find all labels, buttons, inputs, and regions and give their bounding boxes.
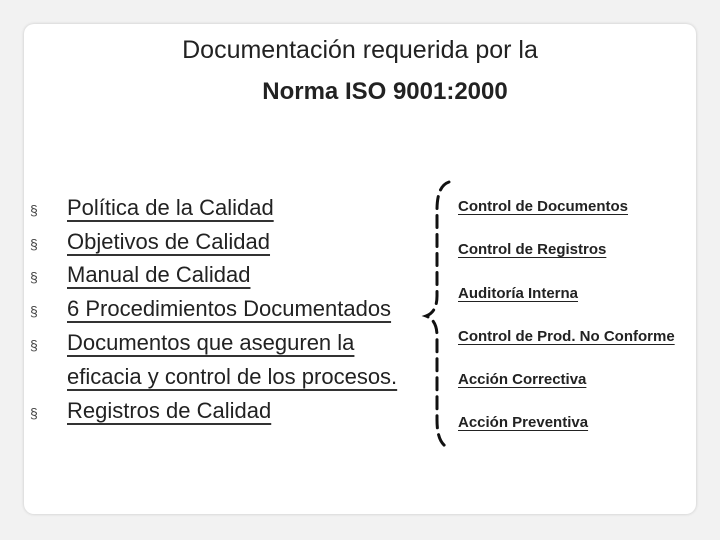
bullet-icon: §: [30, 303, 38, 319]
bullet-icon: §: [30, 405, 38, 421]
procedure-control-no-conforme: Control de Prod. No Conforme: [458, 328, 675, 345]
list-item-text: Manual de Calidad: [67, 262, 251, 287]
list-item-text: Objetivos de Calidad: [67, 229, 271, 254]
bullet-icon: §: [30, 337, 38, 353]
list-item-text: 6 Procedimientos Documentados: [67, 296, 392, 321]
list-item-text: Registros de Calidad: [67, 398, 272, 423]
curly-brace-icon: [420, 178, 460, 453]
bullet-icon: §: [30, 269, 38, 285]
slide-title-line-2: Norma ISO 9001:2000: [262, 78, 508, 105]
list-item-text: eficacia y control de los procesos.: [67, 364, 398, 389]
procedure-control-documentos: Control de Documentos: [458, 198, 629, 215]
procedure-auditoria-interna: Auditoría Interna: [458, 285, 579, 302]
procedure-accion-preventiva: Acción Preventiva: [458, 414, 589, 431]
procedure-accion-correctiva: Acción Correctiva: [458, 371, 587, 388]
slide-title-line-1: Documentación requerida por la: [182, 36, 538, 64]
bullet-icon: §: [30, 236, 38, 252]
list-item-text: Documentos que aseguren la: [67, 330, 355, 355]
list-item-text: Política de la Calidad: [67, 195, 274, 220]
bullet-icon: §: [30, 202, 38, 218]
procedure-control-registros: Control de Registros: [458, 241, 607, 258]
